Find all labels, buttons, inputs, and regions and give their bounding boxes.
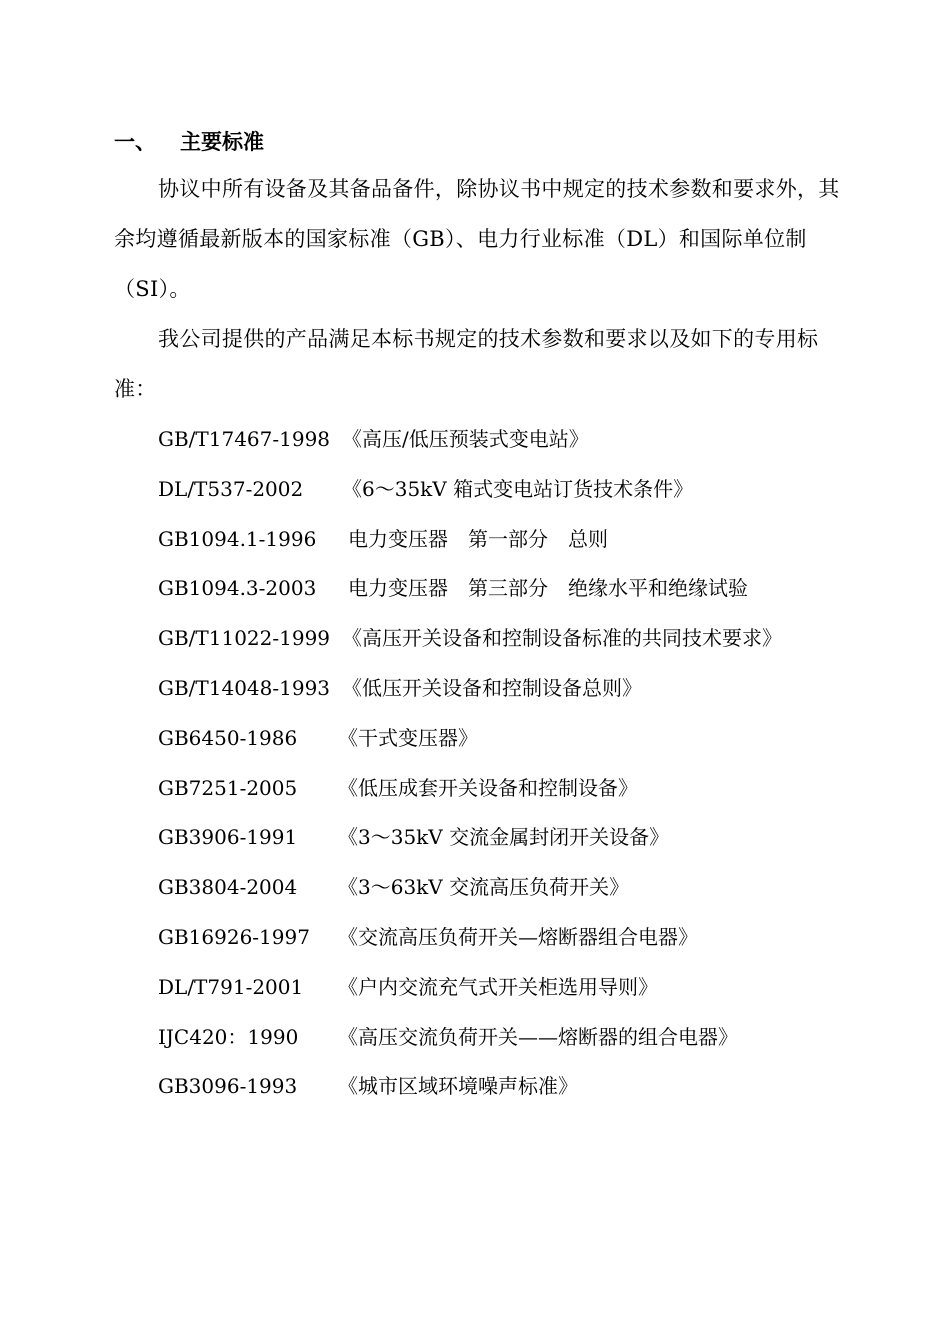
standard-title: 《城市区域环境噪声标准》 bbox=[338, 1074, 578, 1099]
standard-code: GB1094.1-1996 bbox=[158, 526, 317, 551]
standard-code: GB3804-2004 bbox=[158, 875, 298, 900]
standard-title: 电力变压器 第一部分 总则 bbox=[348, 526, 608, 551]
standard-title: 《高压开关设备和控制设备标准的共同技术要求》 bbox=[342, 626, 782, 651]
intro-paragraph: 协议中所有设备及其备品备件，除协议书中规定的技术参数和要求外，其余均遵循最新版本的国家标准（GB）、电力行业标准（DL）和国际单位制（SI）。 bbox=[114, 177, 840, 301]
standard-title: 《高压交流负荷开关——熔断器的组合电器》 bbox=[338, 1024, 738, 1049]
standard-code: GB/T17467-1998 bbox=[158, 427, 331, 451]
standard-code: GB7251-2005 bbox=[158, 775, 298, 800]
standard-title: 《高压/低压预装式变电站》 bbox=[342, 427, 589, 451]
standards-intro-paragraph: 我公司提供的产品满足本标书规定的技术参数和要求以及如下的专用标准： bbox=[114, 327, 819, 401]
standard-title: 电力变压器 第三部分 绝缘水平和绝缘试验 bbox=[348, 576, 748, 601]
standard-code: DL/T791-2001 bbox=[158, 974, 304, 999]
standard-code: GB/T11022-1999 bbox=[158, 626, 331, 651]
section-number: 一、 bbox=[114, 130, 156, 154]
standard-title: 《6～35kV 箱式变电站订货技术条件》 bbox=[342, 476, 694, 501]
standard-code: GB16926-1997 bbox=[158, 924, 310, 949]
standard-code: GB3096-1993 bbox=[158, 1074, 298, 1099]
standard-title: 《低压成套开关设备和控制设备》 bbox=[338, 775, 638, 800]
section-title: 主要标准 bbox=[180, 130, 264, 154]
standard-code: GB3906-1991 bbox=[158, 825, 298, 850]
standard-title: 《3～63kV 交流高压负荷开关》 bbox=[338, 875, 630, 900]
standard-title: 《干式变压器》 bbox=[338, 725, 478, 750]
standard-code: DL/T537-2002 bbox=[158, 476, 304, 501]
standard-code: GB/T14048-1993 bbox=[158, 675, 331, 700]
standard-title: 《低压开关设备和控制设备总则》 bbox=[342, 675, 642, 700]
standard-code: IJC420：1990 bbox=[158, 1024, 299, 1049]
standard-title: 《交流高压负荷开关—熔断器组合电器》 bbox=[338, 924, 698, 949]
standard-title: 《户内交流充气式开关柜选用导则》 bbox=[338, 974, 658, 999]
standard-title: 《3～35kV 交流金属封闭开关设备》 bbox=[338, 825, 670, 850]
standard-code: GB6450-1986 bbox=[158, 725, 298, 750]
standard-code: GB1094.3-2003 bbox=[158, 576, 317, 601]
section-heading bbox=[114, 128, 264, 156]
